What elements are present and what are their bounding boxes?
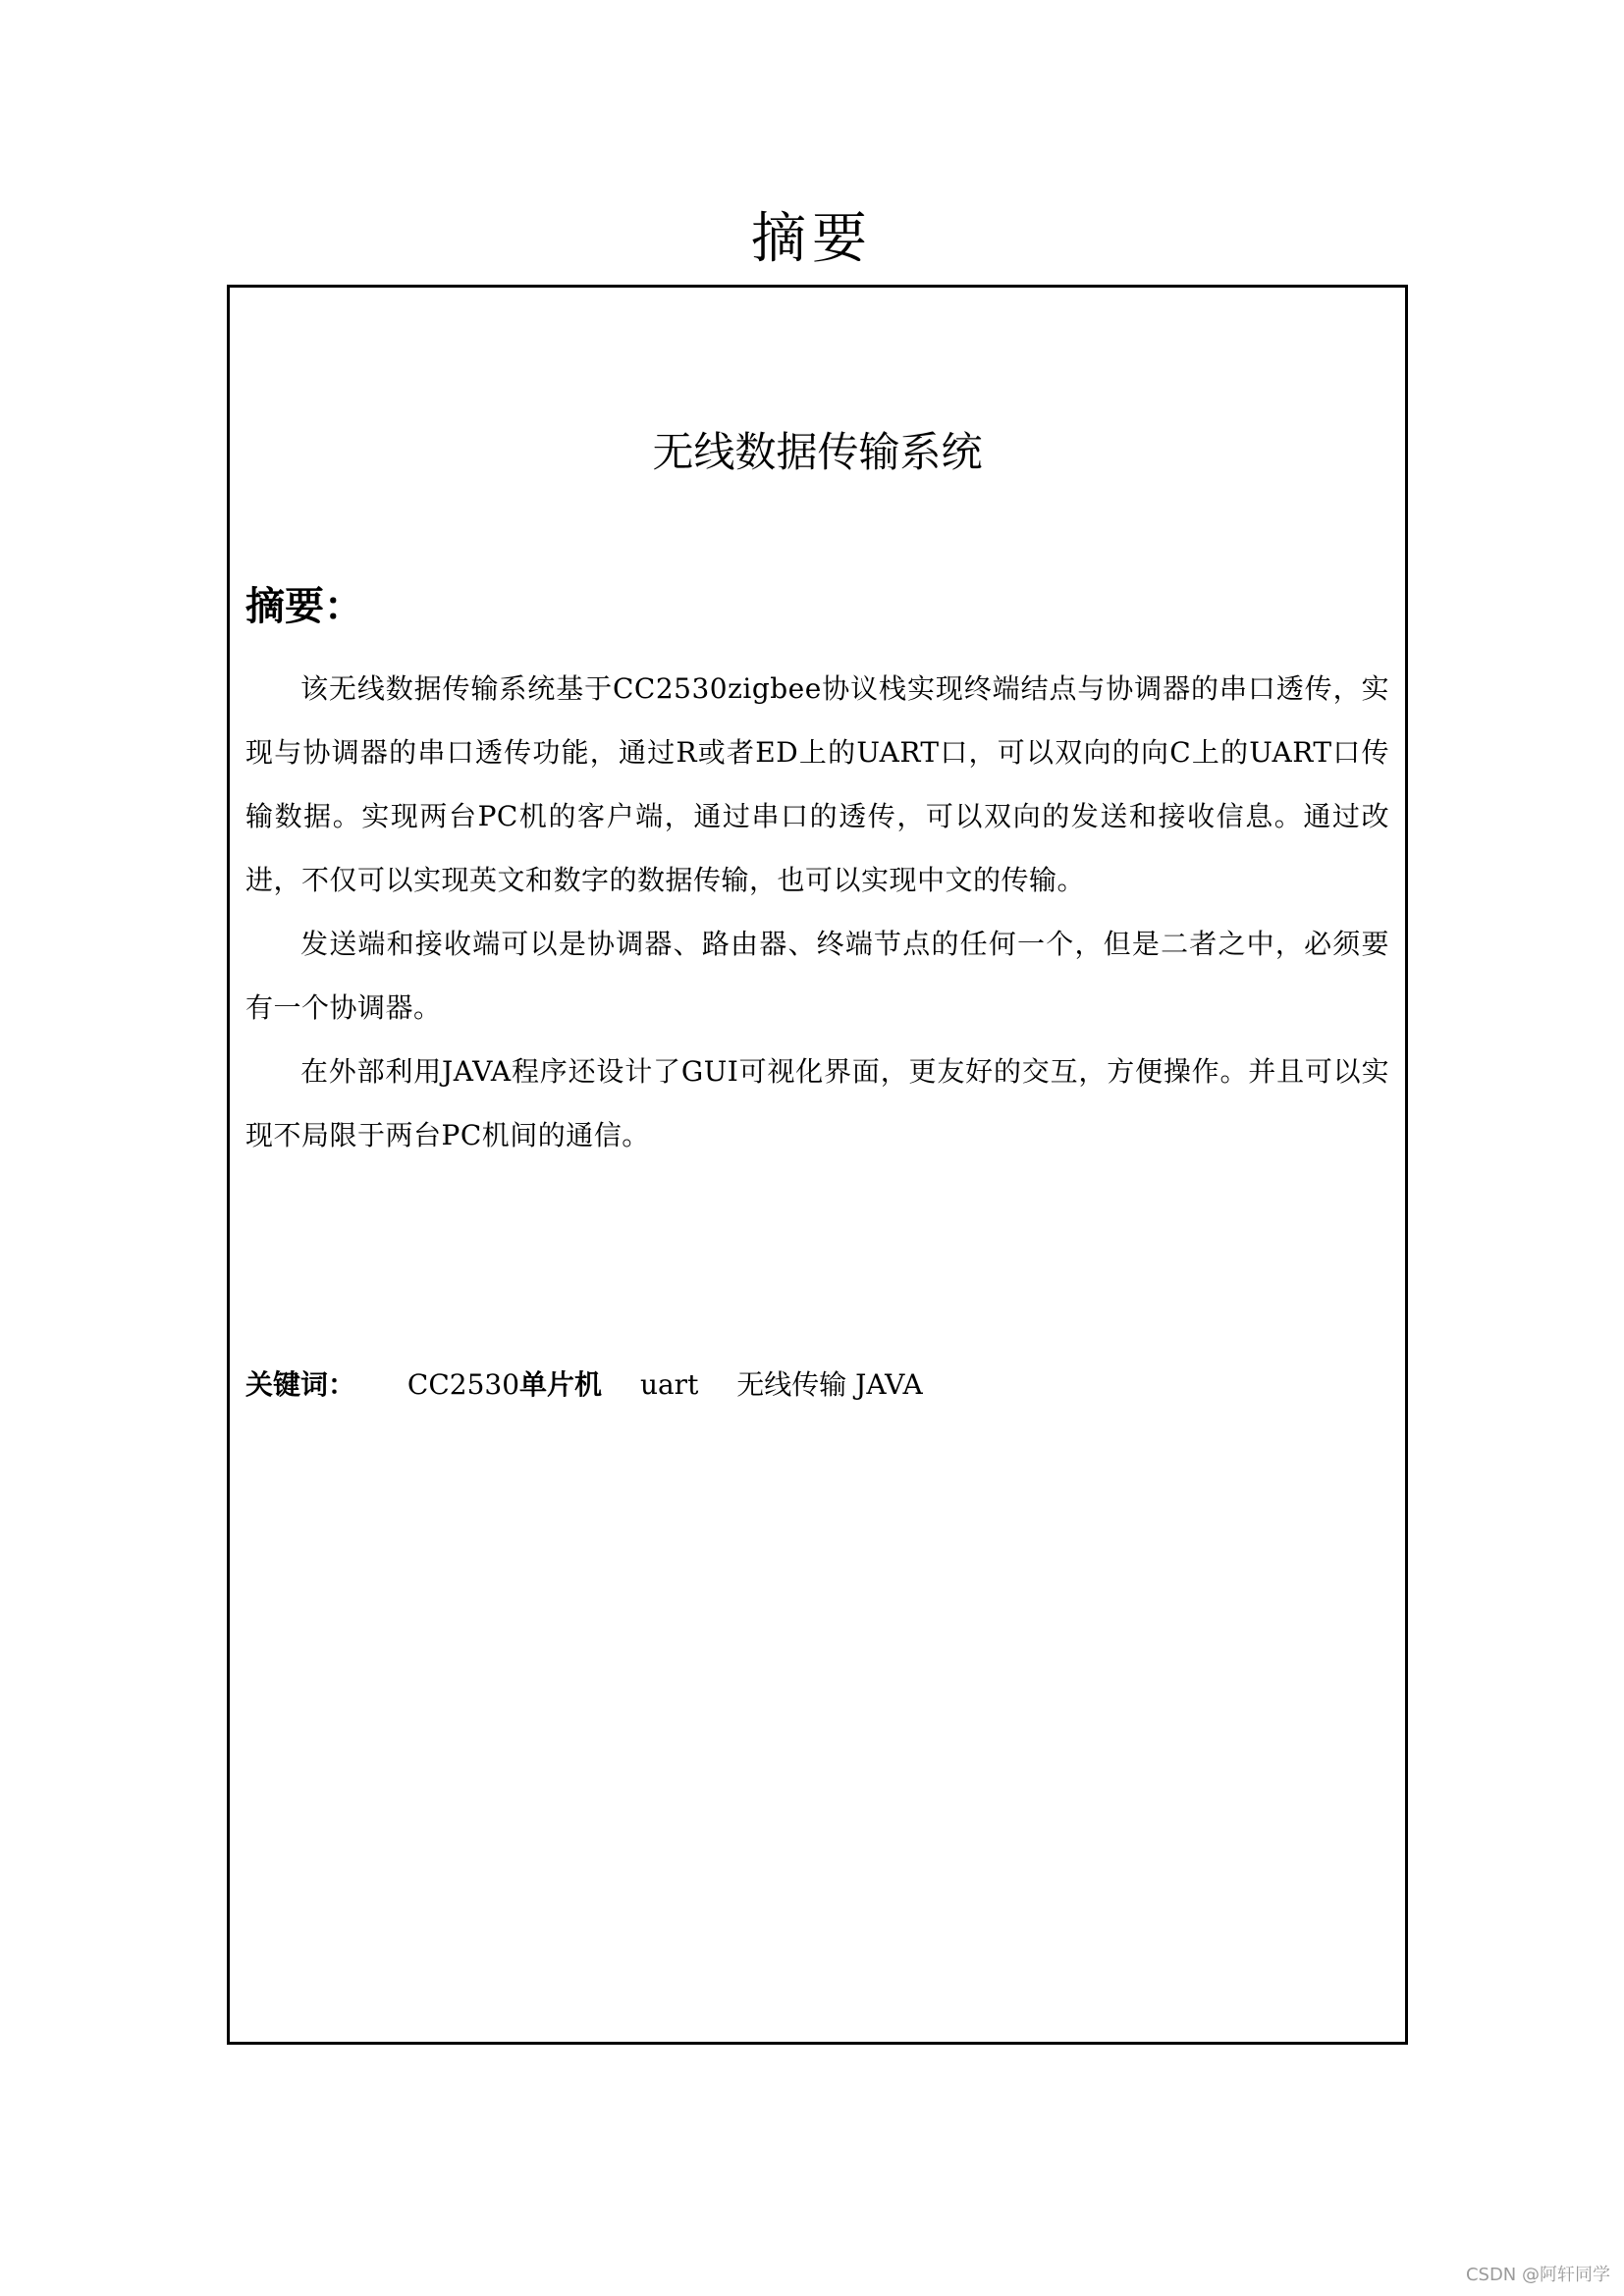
keyword-uart: uart: [639, 1368, 699, 1401]
document-title: 无线数据传输系统: [652, 428, 983, 476]
abstract-label: 摘要：: [245, 584, 363, 629]
keyword-cc2530-cjk: 单片机: [519, 1368, 603, 1401]
abstract-frame: [227, 285, 1408, 2045]
keyword-cc2530-latin: CC2530: [406, 1368, 520, 1401]
abstract-paragraph-3: 在外部利用JAVA程序还设计了GUI可视化界面，更友好的交互，方便操作。并且可以实现不局限于两台PC机间的通信。: [245, 1055, 1389, 1151]
page-heading: 摘要: [751, 207, 873, 271]
keyword-cc2530: [407, 1368, 602, 1401]
abstract-paragraph-2: 发送端和接收端可以是协调器、路由器、终端节点的任何一个，但是二者之中，必须要有一个协调器。: [245, 928, 1389, 1024]
keywords-line: [245, 1358, 923, 1413]
keywords-label: 关键词：: [245, 1368, 356, 1401]
keyword-wireless-java: 无线传输 JAVA: [736, 1368, 923, 1401]
csdn-watermark: CSDN @阿轩同学: [1465, 2265, 1610, 2285]
abstract-body: [245, 657, 1389, 1167]
abstract-paragraph-1: 该无线数据传输系统基于CC2530zigbee协议栈实现终端结点与协调器的串口透传，实现与协调器的串口透传功能，通过R或者ED上的UART口，可以双向的向C上的UART口传输数据。实现两台PC机的客户端，通过串口的透传，可以双向的发送和接收信息。通过改进，不仅可以实现英文和数字的数据传输，也可以实现中文的传输。: [245, 672, 1389, 896]
